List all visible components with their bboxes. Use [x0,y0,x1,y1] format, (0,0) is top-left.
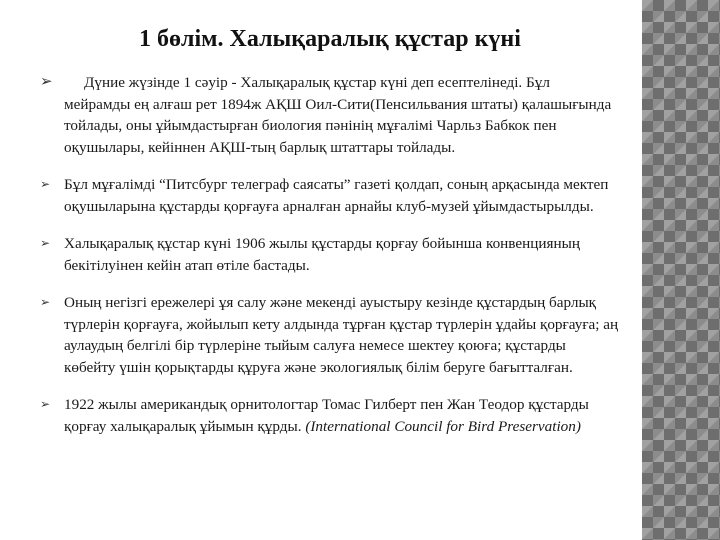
slide-body [40,72,620,453]
bullet-item [40,394,620,437]
bullet-text: Оның негізгі ережелері ұя салу және мекенді ауыстыру кезінде құстардың барлық түрлерін қорғауға, жойылып кету алдында тұрған құстар түрлерін ұдайы қорғауға; аң аулаудың белгілі бір түрлеріне тыйым салуға немесе шектеу қоюға; құстарды көбейту үшін қорықтарды құруға және экологиялық білім беруге бағытталған. [64,294,619,376]
decorative-side-pattern [642,0,720,540]
bullet-italic-text: (International Council for Bird Preservation) [305,417,581,435]
arrow-bullet-icon: ➢ [40,295,51,309]
bullet-text: Бұл мұғалімді “Питсбург телеграф саясаты” газеті қолдап, соның арқасында мектеп оқушыларына құстарды қорғауға арналған арнайы клуб-музей ұйымдастырылды. [64,176,609,215]
bullet-text: 1922 жылы американдық орнитологтар Томас Гилберт пен Жан Теодор құстарды қорғау халықаралық ұйымын құрды. [64,396,589,435]
bullet-text: Халықаралық құстар күні 1906 жылы құстарды қорғау бойынша конвенцияның бекітілуінен кейін атап өтіле бастады. [64,235,580,274]
arrow-bullet-icon: ➢ [40,397,51,411]
bullet-item [40,292,620,378]
bullet-item [40,72,620,158]
bullet-item [40,233,620,276]
slide-title: 1 бөлім. Халықаралық құстар күні [139,26,521,52]
arrow-bullet-icon: ➢ [40,74,53,90]
bullet-item [40,174,620,217]
bullet-text: Дүние жүзінде 1 сәуір - Халықаралық құстар күні деп есептелінеді. Бұл мейрамды ең алғаш рет 1894ж АҚШ Оил-Сити(Пенсильвания штаты) қалашығында тойлады, оны ұйымдастырған биология пәнінің мұғалімі Чарльз Бабкок пен оқушылары, кейіннен АҚШ-тың барлық штаттары тойлады. [64,74,612,156]
arrow-bullet-icon: ➢ [40,177,51,191]
arrow-bullet-icon: ➢ [40,236,51,250]
